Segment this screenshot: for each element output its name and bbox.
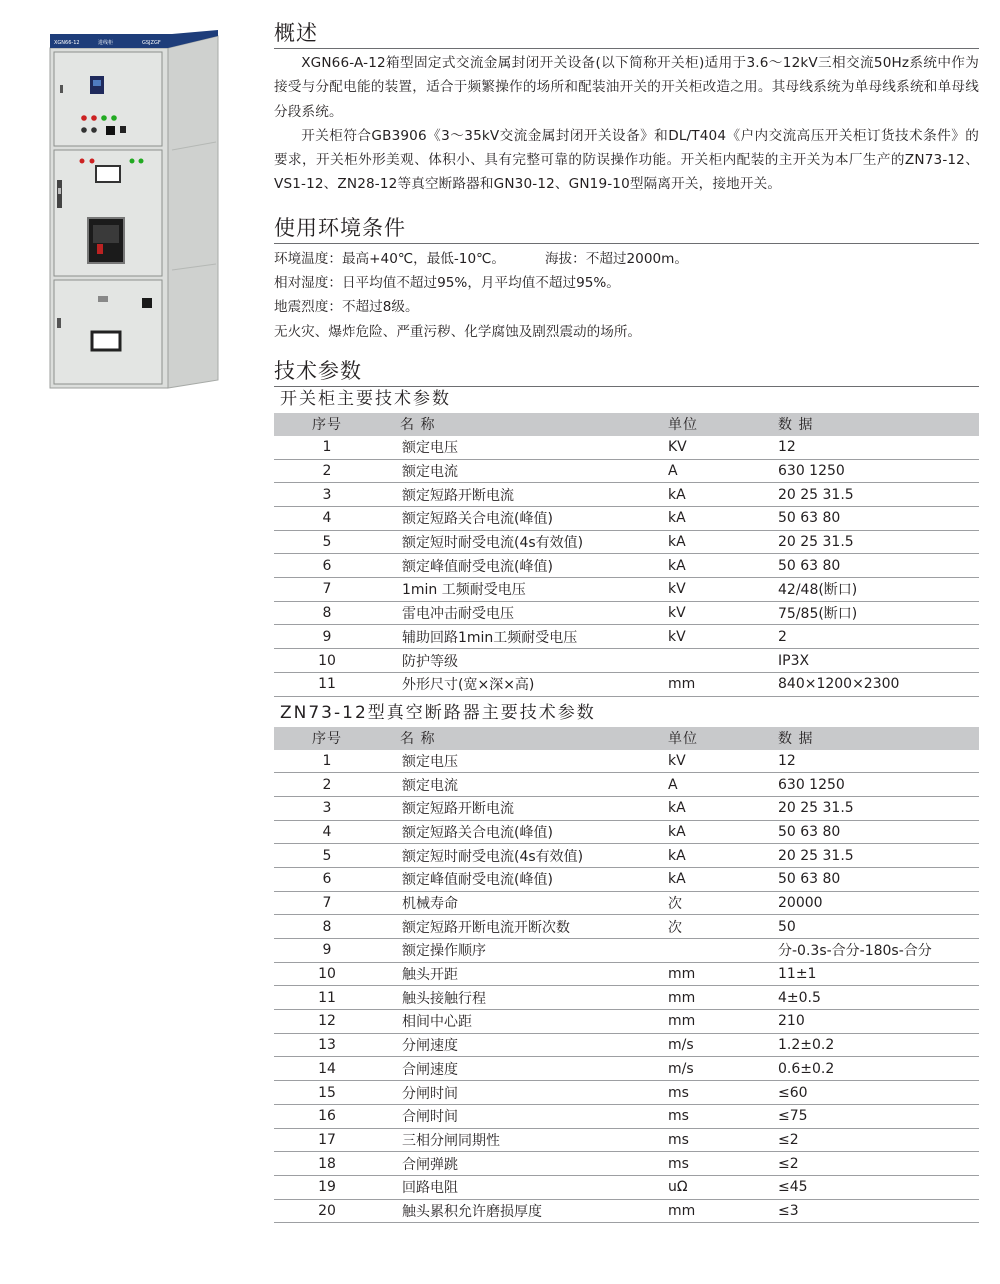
cell-name: 额定电流: [380, 459, 666, 483]
table-row: [274, 1033, 979, 1057]
cell-value: 50 63 80: [776, 867, 979, 891]
table-row: [274, 986, 979, 1010]
env-humidity: 相对湿度：日平均值不超过95%，月平均值不超过95%。: [274, 275, 620, 292]
overview-title: 概述: [274, 18, 979, 49]
cell-name: 触头开距: [380, 962, 666, 986]
cell-index: 8: [274, 601, 380, 625]
cell-index: 8: [274, 915, 380, 939]
cell-name: 分闸速度: [380, 1033, 666, 1057]
table-row: [274, 1199, 979, 1223]
table-row: [274, 844, 979, 868]
cell-name: 额定短时耐受电流(4s有效值): [380, 530, 666, 554]
breaker-spec-table: [274, 727, 979, 1224]
overview-paragraph-2: 开关柜符合GB3906《3～35kV交流金属封闭开关设备》和DL/T404《户内交流高压开关柜订货技术条件》的要求，开关柜外形美观、体积小、具有完整可靠的防误操作功能。开关柜内配装的主开关为本厂生产的ZN73-12、VS1-12、ZN28-12等真空断路器和GN30-12、GN19-10型隔离开关，接地开关。: [274, 127, 979, 193]
cell-unit: m/s: [666, 1033, 776, 1057]
cell-name: 额定电压: [380, 436, 666, 459]
table-row: [274, 891, 979, 915]
table-header-row: [274, 727, 979, 750]
cell-index: 13: [274, 1033, 380, 1057]
table-row: [274, 820, 979, 844]
overview-paragraph-1: XGN66-A-12箱型固定式交流金属封闭开关设备(以下简称开关柜)适用于3.6～12kV三相交流50Hz系统中作为接受与分配电能的装置，适合于频繁操作的场所和配装油开关的开关柜改造之用。其母线系统为单母线系统和单母线分段系统。: [274, 55, 979, 120]
table-row: [274, 1010, 979, 1034]
cell-value: 50 63 80: [776, 507, 979, 531]
cell-unit: A: [666, 459, 776, 483]
table-row: [274, 601, 979, 625]
cell-name: 额定短路关合电流(峰值): [380, 507, 666, 531]
cell-name: 触头接触行程: [380, 986, 666, 1010]
table-row: [274, 1152, 979, 1176]
cell-name: 额定短路关合电流(峰值): [380, 820, 666, 844]
cell-index: 5: [274, 844, 380, 868]
cell-index: 3: [274, 483, 380, 507]
cell-name: 额定电压: [380, 750, 666, 773]
switchgear-spec-table: [274, 413, 979, 697]
switchgear-cabinet-image: [46, 30, 226, 390]
table-row: [274, 867, 979, 891]
table-row: [274, 436, 979, 459]
env-hazard: 无火灾、爆炸危险、严重污秽、化学腐蚀及剧烈震动的场所。: [274, 323, 642, 340]
cell-unit: 次: [666, 891, 776, 915]
cell-unit: kV: [666, 601, 776, 625]
cell-name: 额定短路开断电流开断次数: [380, 915, 666, 939]
table-row: [274, 915, 979, 939]
cell-unit: mm: [666, 1199, 776, 1223]
cell-value: 2: [776, 625, 979, 649]
cell-unit: kV: [666, 750, 776, 773]
environment-title: 使用环境条件: [274, 213, 979, 244]
table-row: [274, 578, 979, 602]
cell-name: 额定短时耐受电流(4s有效值): [380, 844, 666, 868]
cell-index: 4: [274, 820, 380, 844]
cell-name: 雷电冲击耐受电压: [380, 601, 666, 625]
cell-value: 75/85(断口): [776, 601, 979, 625]
env-temperature-altitude: [274, 247, 979, 271]
table1-title: 开关柜主要技术参数: [280, 388, 451, 409]
cell-unit: ms: [666, 1152, 776, 1176]
cell-value: 42/48(断口): [776, 578, 979, 602]
cell-name: 防护等级: [380, 649, 666, 673]
cell-value: 11±1: [776, 962, 979, 986]
cabinet-plate-right: GSJZGF: [142, 40, 161, 46]
cell-value: 20 25 31.5: [776, 483, 979, 507]
cell-unit: ms: [666, 1128, 776, 1152]
table-row: [274, 483, 979, 507]
cell-value: ≤3: [776, 1199, 979, 1223]
col-header-index: 序号: [274, 727, 380, 750]
cell-index: 2: [274, 773, 380, 797]
cell-index: 6: [274, 867, 380, 891]
cell-value: IP3X: [776, 649, 979, 673]
cell-name: 外形尺寸(宽×深×高): [380, 672, 666, 696]
cell-unit: kA: [666, 507, 776, 531]
cell-index: 3: [274, 796, 380, 820]
col-header-name: 名 称: [380, 413, 666, 436]
cell-unit: ms: [666, 1081, 776, 1105]
cell-unit: kA: [666, 867, 776, 891]
cell-index: 10: [274, 649, 380, 673]
cell-index: 16: [274, 1104, 380, 1128]
cell-unit: A: [666, 773, 776, 797]
cell-index: 4: [274, 507, 380, 531]
cell-unit: kA: [666, 796, 776, 820]
table-row: [274, 625, 979, 649]
cell-unit: mm: [666, 986, 776, 1010]
table1-body: [274, 436, 979, 696]
cell-value: 1.2±0.2: [776, 1033, 979, 1057]
table-row: [274, 939, 979, 963]
cell-unit: kA: [666, 530, 776, 554]
cell-value: 840×1200×2300: [776, 672, 979, 696]
cell-name: 机械寿命: [380, 891, 666, 915]
cell-name: 三相分闸同期性: [380, 1128, 666, 1152]
cell-value: 20 25 31.5: [776, 844, 979, 868]
cell-index: 9: [274, 939, 380, 963]
col-header-value: 数 据: [776, 413, 979, 436]
cell-name: 辅助回路1min工频耐受电压: [380, 625, 666, 649]
col-header-unit: 单位: [666, 413, 776, 436]
cell-value: 20 25 31.5: [776, 530, 979, 554]
cell-index: 15: [274, 1081, 380, 1105]
tech-title: 技术参数: [274, 356, 979, 387]
cell-name: 额定短路开断电流: [380, 796, 666, 820]
env-seismic: 地震烈度：不超过8级。: [274, 299, 419, 316]
cell-unit: [666, 939, 776, 963]
table-row: [274, 750, 979, 773]
cell-name: 合闸弹跳: [380, 1152, 666, 1176]
cell-index: 1: [274, 436, 380, 459]
cell-index: 18: [274, 1152, 380, 1176]
cell-name: 额定峰值耐受电流(峰值): [380, 867, 666, 891]
cell-unit: kV: [666, 625, 776, 649]
cell-value: 50 63 80: [776, 820, 979, 844]
table2-body: [274, 750, 979, 1223]
cell-unit: kA: [666, 844, 776, 868]
env-temperature: 环境温度：最高+40℃，最低-10℃。: [274, 250, 505, 267]
cell-index: 11: [274, 986, 380, 1010]
table-row: [274, 773, 979, 797]
cabinet-plate-left: XGN66-12: [54, 40, 80, 46]
cell-value: 12: [776, 750, 979, 773]
cell-index: 14: [274, 1057, 380, 1081]
cell-value: 0.6±0.2: [776, 1057, 979, 1081]
cell-name: 触头累积允许磨损厚度: [380, 1199, 666, 1223]
cell-name: 回路电阻: [380, 1175, 666, 1199]
cell-value: ≤75: [776, 1104, 979, 1128]
cell-unit: kA: [666, 820, 776, 844]
cell-index: 11: [274, 672, 380, 696]
cell-unit: m/s: [666, 1057, 776, 1081]
cell-index: 12: [274, 1010, 380, 1034]
cell-value: ≤2: [776, 1152, 979, 1176]
table-row: [274, 1104, 979, 1128]
content-column: [274, 18, 979, 1223]
cell-index: 10: [274, 962, 380, 986]
cell-value: 12: [776, 436, 979, 459]
cell-unit: [666, 649, 776, 673]
cell-name: 1min 工频耐受电压: [380, 578, 666, 602]
cell-unit: KV: [666, 436, 776, 459]
table-row: [274, 649, 979, 673]
table-row: [274, 459, 979, 483]
cabinet-plate-mid: 进线柜: [98, 40, 114, 46]
cell-index: 20: [274, 1199, 380, 1223]
cell-index: 2: [274, 459, 380, 483]
cell-unit: mm: [666, 1010, 776, 1034]
cell-value: ≤45: [776, 1175, 979, 1199]
cell-value: ≤2: [776, 1128, 979, 1152]
cell-index: 7: [274, 891, 380, 915]
table-row: [274, 796, 979, 820]
cell-unit: mm: [666, 962, 776, 986]
cell-name: 合闸时间: [380, 1104, 666, 1128]
cell-unit: 次: [666, 915, 776, 939]
cell-value: 50: [776, 915, 979, 939]
table-row: [274, 672, 979, 696]
table-row: [274, 1128, 979, 1152]
cell-index: 1: [274, 750, 380, 773]
cell-unit: kA: [666, 483, 776, 507]
environment-list: [274, 247, 979, 344]
cell-name: 分闸时间: [380, 1081, 666, 1105]
cell-index: 6: [274, 554, 380, 578]
table-row: [274, 554, 979, 578]
col-header-unit: 单位: [666, 727, 776, 750]
cell-value: 630 1250: [776, 773, 979, 797]
cell-name: 合闸速度: [380, 1057, 666, 1081]
cell-name: 额定操作顺序: [380, 939, 666, 963]
cell-index: 17: [274, 1128, 380, 1152]
cell-index: 5: [274, 530, 380, 554]
cell-index: 7: [274, 578, 380, 602]
table-row: [274, 530, 979, 554]
cell-value: 50 63 80: [776, 554, 979, 578]
cell-value: 630 1250: [776, 459, 979, 483]
table2-title: ZN73-12型真空断路器主要技术参数: [280, 702, 596, 723]
table-row: [274, 1057, 979, 1081]
cell-name: 额定峰值耐受电流(峰值): [380, 554, 666, 578]
cell-name: 额定电流: [380, 773, 666, 797]
cell-unit: ms: [666, 1104, 776, 1128]
cell-unit: kV: [666, 578, 776, 602]
col-header-value: 数 据: [776, 727, 979, 750]
cell-unit: mm: [666, 672, 776, 696]
cell-value: 分-0.3s-合分-180s-合分: [776, 939, 979, 963]
env-altitude: 海拔：不超过2000m。: [544, 250, 688, 267]
cell-value: 20000: [776, 891, 979, 915]
col-header-name: 名 称: [380, 727, 666, 750]
cell-name: 额定短路开断电流: [380, 483, 666, 507]
cell-index: 9: [274, 625, 380, 649]
cell-value: 4±0.5: [776, 986, 979, 1010]
cell-unit: uΩ: [666, 1175, 776, 1199]
table-row: [274, 1175, 979, 1199]
col-header-index: 序号: [274, 413, 380, 436]
cell-value: ≤60: [776, 1081, 979, 1105]
table-row: [274, 507, 979, 531]
table-row: [274, 1081, 979, 1105]
cell-unit: kA: [666, 554, 776, 578]
cell-name: 相间中心距: [380, 1010, 666, 1034]
cell-index: 19: [274, 1175, 380, 1199]
table-row: [274, 962, 979, 986]
cell-value: 210: [776, 1010, 979, 1034]
table-header-row: [274, 413, 979, 436]
cell-value: 20 25 31.5: [776, 796, 979, 820]
